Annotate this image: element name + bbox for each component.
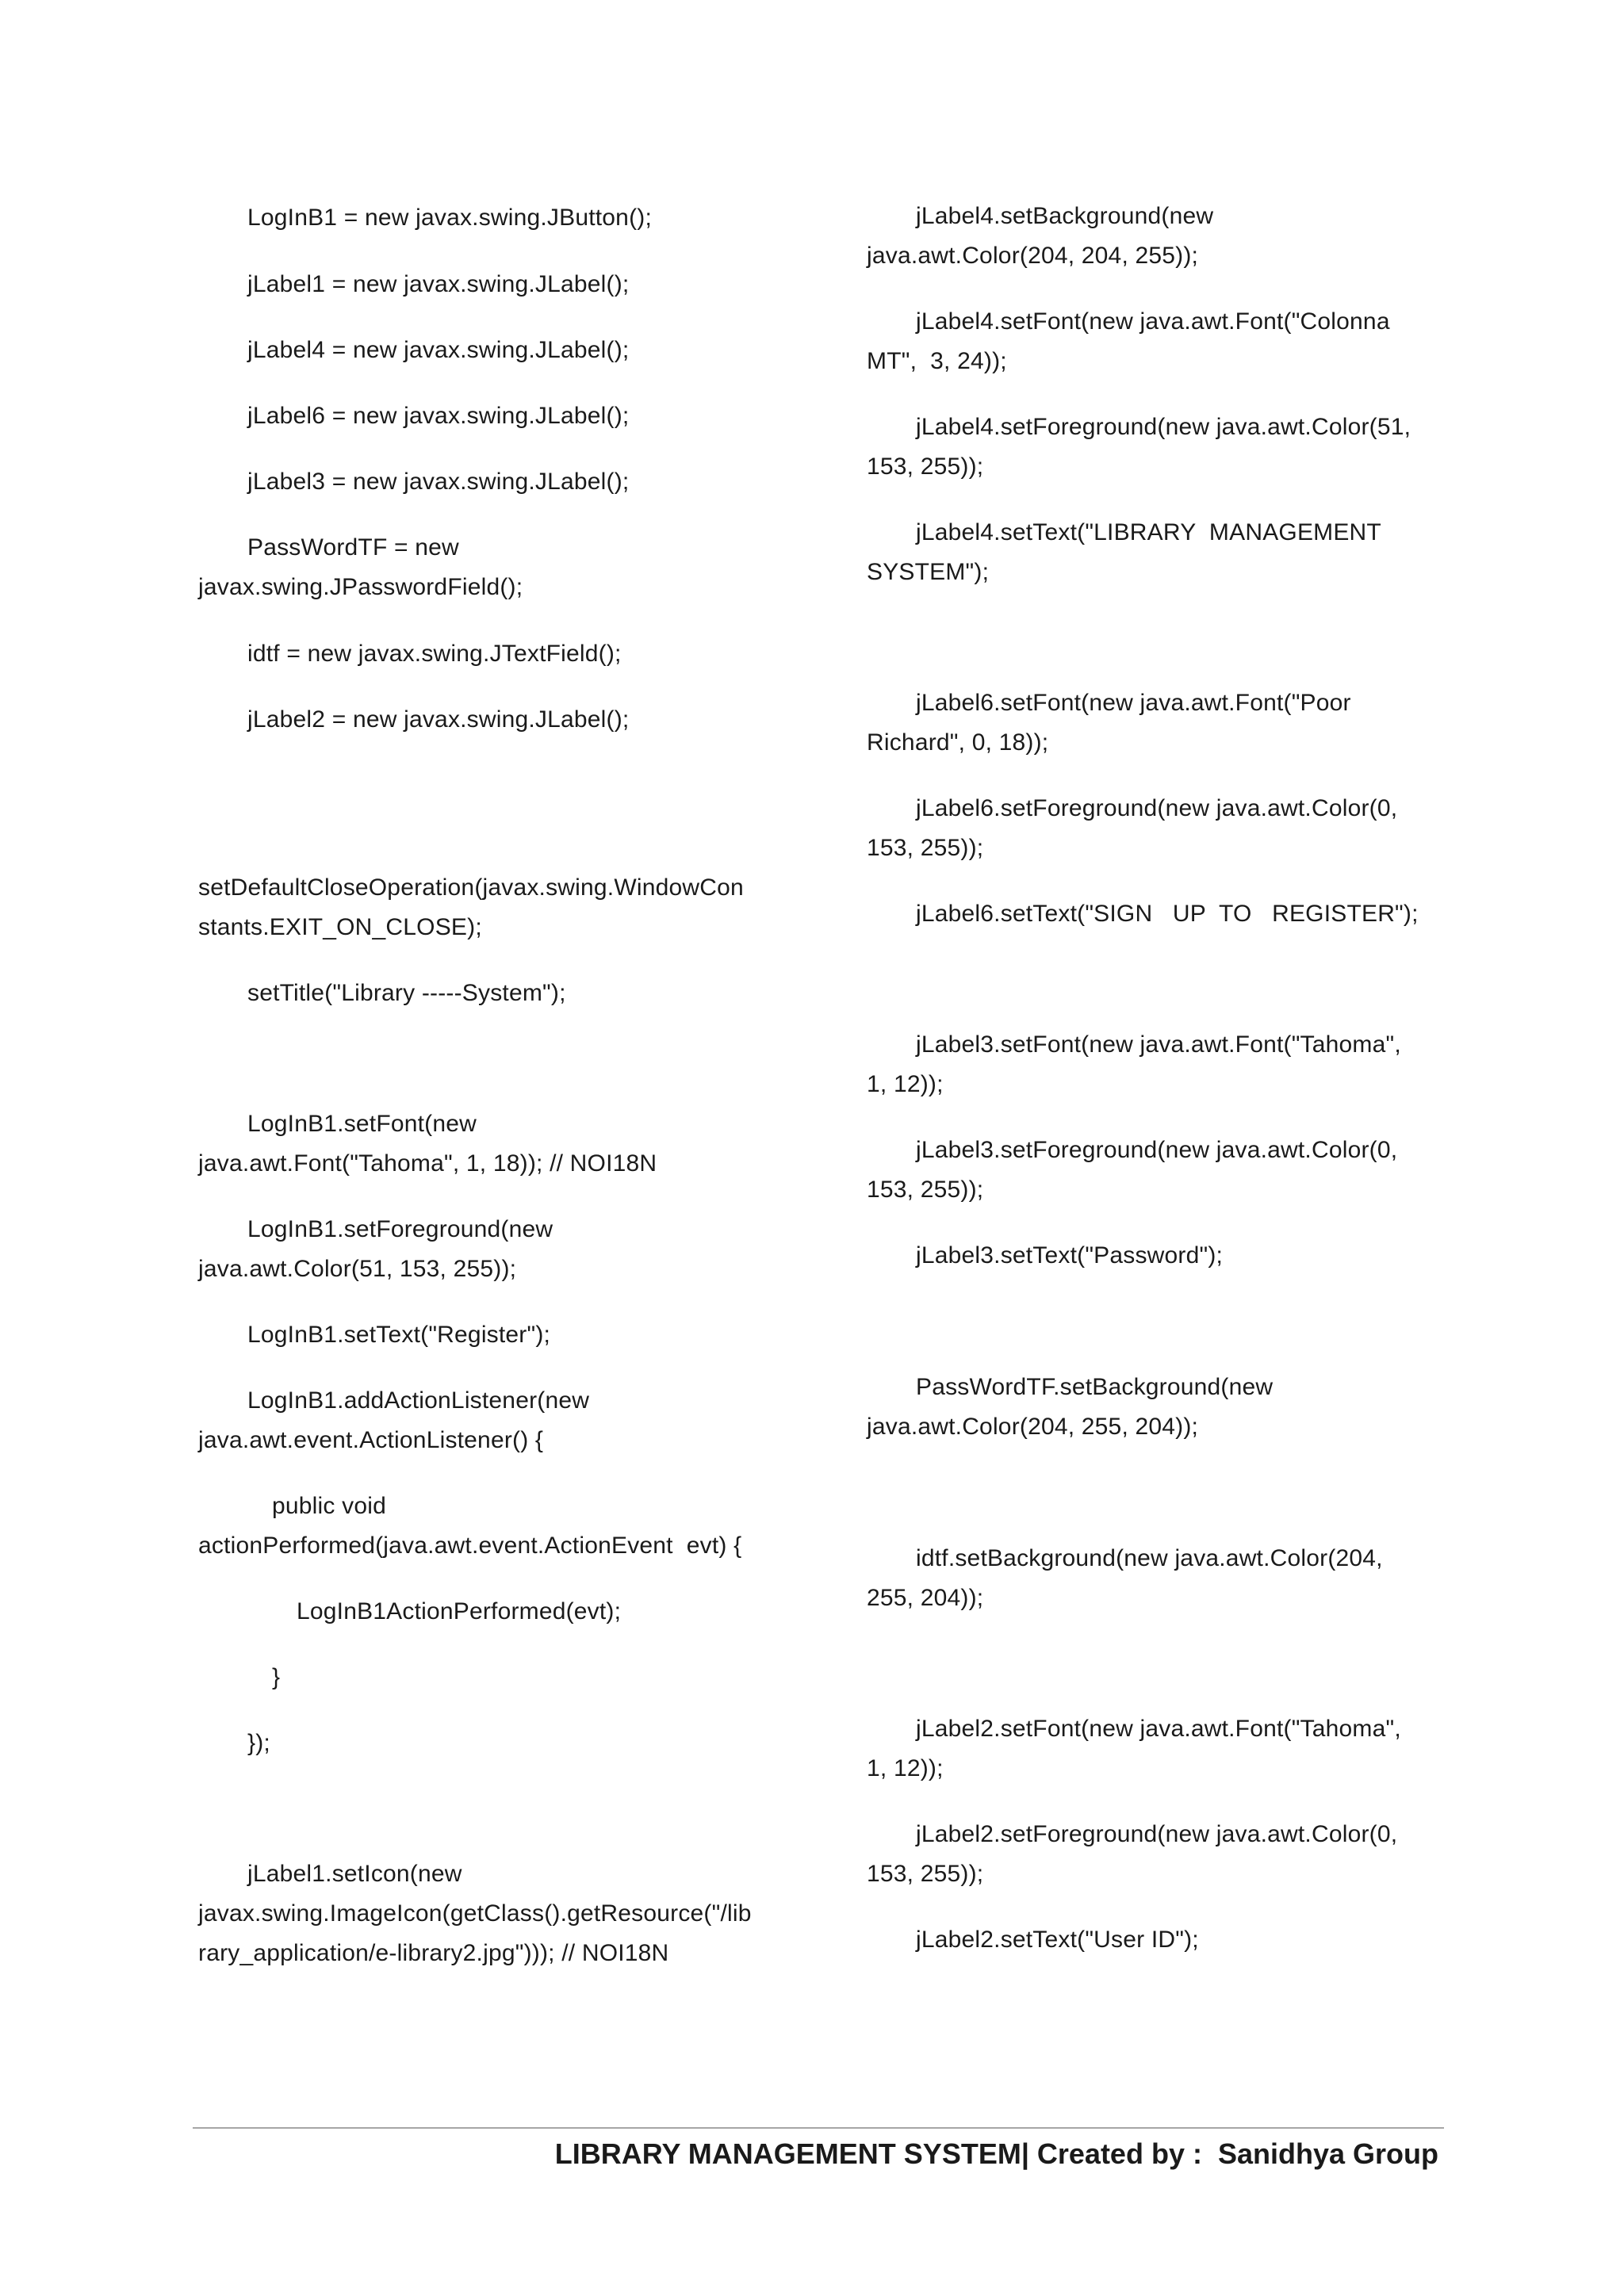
code-line: jLabel2 = new javax.swing.JLabel();	[247, 706, 630, 733]
code-line: actionPerformed(java.awt.event.ActionEvent evt) {	[198, 1533, 742, 1559]
code-line: jLabel6.setForeground(new java.awt.Color(0,	[916, 795, 1398, 821]
code-line: java.awt.Color(51, 153, 255));	[198, 1256, 517, 1282]
code-line: javax.swing.ImageIcon(getClass().getResource("/lib	[198, 1900, 752, 1927]
code-line: }	[272, 1664, 281, 1690]
code-line: jLabel1.setIcon(new	[247, 1861, 462, 1887]
code-line: jLabel2.setFont(new java.awt.Font("Tahoma",	[916, 1716, 1401, 1742]
code-line: 1, 12));	[867, 1071, 944, 1097]
code-line: MT", 3, 24));	[867, 348, 1007, 374]
code-line: jLabel3.setFont(new java.awt.Font("Tahoma",	[916, 1031, 1401, 1058]
code-line: Richard", 0, 18));	[867, 729, 1049, 756]
code-line: SYSTEM");	[867, 559, 990, 585]
code-line: jLabel4.setText("LIBRARY MANAGEMENT	[916, 519, 1381, 545]
code-line: setTitle("Library -----System");	[247, 980, 566, 1006]
code-line: 255, 204));	[867, 1585, 984, 1611]
code-line: idtf.setBackground(new java.awt.Color(204,	[916, 1545, 1383, 1571]
code-line: 153, 255));	[867, 835, 984, 861]
code-line: PassWordTF.setBackground(new	[916, 1374, 1274, 1400]
code-line: jLabel4.setFont(new java.awt.Font("Colonna	[916, 308, 1390, 335]
code-line: idtf = new javax.swing.JTextField();	[247, 641, 622, 667]
code-line: jLabel4.setForeground(new java.awt.Color(51,	[916, 414, 1411, 440]
code-line: jLabel3 = new javax.swing.JLabel();	[247, 469, 630, 495]
code-line: java.awt.Color(204, 255, 204));	[867, 1414, 1199, 1440]
code-line: jLabel6.setText("SIGN UP TO REGISTER");	[916, 901, 1419, 927]
code-line: 153, 255));	[867, 1177, 984, 1203]
code-line: jLabel1 = new javax.swing.JLabel();	[247, 271, 630, 297]
code-line: 153, 255));	[867, 1861, 984, 1887]
code-line: });	[247, 1730, 270, 1756]
code-line: jLabel4.setBackground(new	[916, 203, 1214, 229]
code-line: stants.EXIT_ON_CLOSE);	[198, 914, 482, 940]
code-line: jLabel2.setText("User ID");	[916, 1927, 1199, 1953]
code-line: PassWordTF = new	[247, 534, 459, 561]
code-line: rary_application/e-library2.jpg"))); // NOI18N	[198, 1940, 669, 1966]
footer-divider	[193, 2127, 1444, 2129]
page-footer: LIBRARY MANAGEMENT SYSTEM| Created by : Sanidhya Group	[554, 2137, 1438, 2170]
code-line: setDefaultCloseOperation(javax.swing.WindowCon	[198, 874, 744, 901]
code-line: jLabel4 = new javax.swing.JLabel();	[247, 337, 630, 363]
code-line: LogInB1ActionPerformed(evt);	[297, 1598, 622, 1624]
code-line: jLabel3.setText("Password");	[916, 1242, 1224, 1269]
code-line: 1, 12));	[867, 1755, 944, 1781]
code-line: jLabel3.setForeground(new java.awt.Color(0,	[916, 1137, 1398, 1163]
code-line: java.awt.event.ActionListener() {	[198, 1427, 544, 1453]
code-line: LogInB1.addActionListener(new	[247, 1387, 590, 1414]
code-line: LogInB1.setForeground(new	[247, 1216, 553, 1242]
code-line: java.awt.Font("Tahoma", 1, 18)); // NOI18N	[198, 1150, 657, 1177]
code-line: jLabel6.setFont(new java.awt.Font("Poor	[916, 690, 1351, 716]
code-line: LogInB1.setText("Register");	[247, 1322, 551, 1348]
code-line: 153, 255));	[867, 453, 984, 480]
code-line: java.awt.Color(204, 204, 255));	[867, 243, 1199, 269]
code-line: LogInB1.setFont(new	[247, 1111, 477, 1137]
code-line: jLabel6 = new javax.swing.JLabel();	[247, 403, 630, 429]
code-line: LogInB1 = new javax.swing.JButton();	[247, 205, 652, 231]
code-line: public void	[272, 1493, 386, 1519]
code-line: jLabel2.setForeground(new java.awt.Color(0,	[916, 1821, 1398, 1847]
code-line: javax.swing.JPasswordField();	[198, 574, 523, 600]
